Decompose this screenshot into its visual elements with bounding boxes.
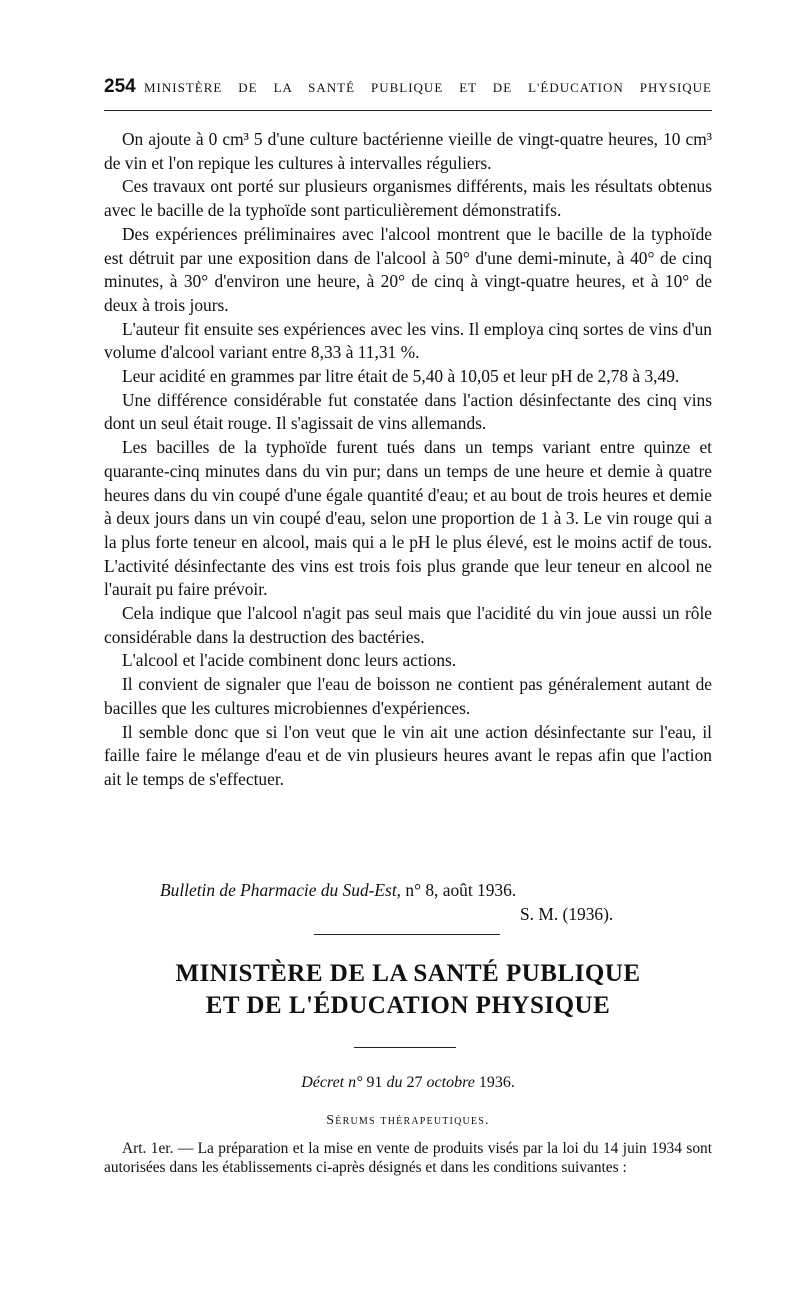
decree-prefix: Décret n° xyxy=(301,1074,363,1091)
paragraph: L'auteur fit ensuite ses expériences avec les vins. Il employa cinq sortes de vins d'un volume d'alcool variant entre 8,33 à 11,31 %. xyxy=(104,318,712,363)
paragraph: Les bacilles de la typhoïde furent tués dans un temps variant entre quinze et quarante-cinq minutes dans du vin pur; dans un temps de une heure et demie à quatre heures dans du vin coupé d'une égale quantité d'eau; et au bout de trois heures et demie à deux jours dans un vin coupé d'eau, selon une proportion de 1 à 3. Le vin rouge qui a la plus forte teneur en alcool, mais qui a le pH le plus élevé, est le moins actif de tous. L'activité désinfectante des vins est trois fois plus grande que leur teneur en alcool ne l'aurait pu faire prévoir. xyxy=(104,437,712,600)
source-citation xyxy=(160,879,516,903)
section-heading xyxy=(104,958,712,1022)
article-body xyxy=(104,128,712,792)
header-rule xyxy=(104,110,712,111)
running-title: MINISTÈRE DE LA SANTÉ PUBLIQUE ET DE L'ÉDUCATION PHYSIQUE xyxy=(144,80,712,95)
decree-number: 91 xyxy=(362,1074,387,1091)
paragraph: L'alcool et l'acide combinent donc leurs actions. xyxy=(122,650,457,671)
paragraph: On ajoute à 0 cm³ 5 d'une culture bactérienne vieille de vingt-quatre heures, 10 cm³ de vin et l'on repique les cultures à intervalles réguliers. xyxy=(104,129,712,173)
section-divider xyxy=(314,934,500,935)
paragraph: Il semble donc que si l'on veut que le vin ait une action désinfectante sur l'eau, il faille faire le mélange d'eau et de vin plusieurs heures avant le repas afin que l'action ait le temps de s'effectuer. xyxy=(104,721,712,789)
decree-month: octobre xyxy=(426,1074,475,1091)
decree-subject: Sérums thérapeutiques. xyxy=(326,1113,490,1128)
paragraph: Cela indique que l'alcool n'agit pas seul mais que l'acidité du vin joue aussi un rôle considérable dans la destruction des bactéries. xyxy=(104,603,712,647)
paragraph: Une différence considérable fut constatée dans l'action désinfectante des cinq vins dont un seul était rouge. Il s'agissait de vins allemands. xyxy=(104,389,712,434)
decree-year: 1936. xyxy=(474,1074,515,1091)
paragraph: Des expériences préliminaires avec l'alcool montrent que le bacille de la typhoïde est détruit par une exposition dans de l'alcool à 50° d'une demi-minute, à 40° de cinq minutes, à 30° d'environ une heure, à 20° de cinq à vingt-quatre heures, et à 10° de deux à trois jours. xyxy=(104,223,712,315)
decree-middle: du xyxy=(386,1074,403,1091)
citation-journal: Bulletin de Pharmacie du Sud-Est xyxy=(160,880,397,900)
article-text: Art. 1er. — La préparation et la mise en vente de produits visés par la loi du 14 juin 1934 sont autorisées dans les établissements ci-après désignés et dans les conditions suivantes : xyxy=(104,1140,712,1176)
author-initials: S. M. (1936). xyxy=(520,904,614,924)
paragraph: Il convient de signaler que l'eau de boisson ne contient pas généralement autant de bacilles que les cultures microbiennes d'expériences. xyxy=(104,674,712,718)
decree-title xyxy=(104,1072,712,1094)
section-heading-line: ET DE L'ÉDUCATION PHYSIQUE xyxy=(205,992,611,1019)
citation-issue: , n° 8, août 1936. xyxy=(396,880,517,900)
running-head xyxy=(104,76,712,100)
heading-divider xyxy=(354,1047,456,1048)
paragraph: Ces travaux ont porté sur plusieurs organismes différents, mais les résultats obtenus avec le bacille de la typhoïde sont particulièrement démonstratifs. xyxy=(104,176,712,221)
section-heading-line: MINISTÈRE DE LA SANTÉ PUBLIQUE xyxy=(175,960,641,987)
page-number: 254 xyxy=(104,76,136,97)
paragraph: Leur acidité en grammes par litre était de 5,40 à 10,05 et leur pH de 2,78 à 3,49. xyxy=(122,366,680,387)
decree-date: 27 xyxy=(402,1074,427,1091)
